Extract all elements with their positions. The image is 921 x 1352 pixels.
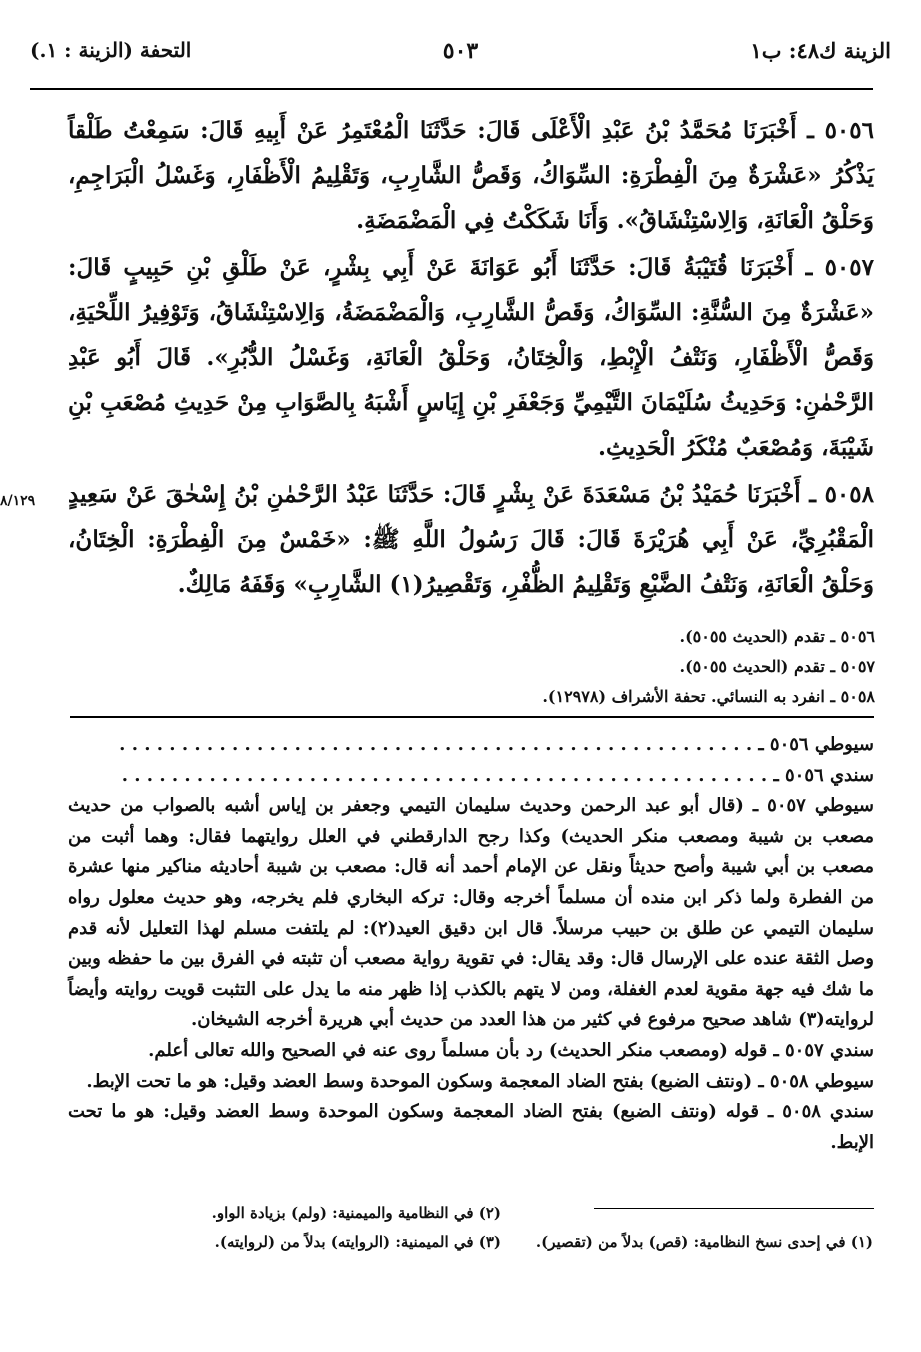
header-book-ref: الزينة ك٤٨: ب١ xyxy=(750,38,891,63)
margin-reference: ٨/١٢٩ xyxy=(0,493,36,509)
commentary xyxy=(68,730,874,1158)
footnote-3: (٣) في الميمنية: (الروايته) بدلاً من (لروايته). xyxy=(214,1233,501,1251)
takhrij-5056: ٥٠٥٦ ـ تقدم (الحديث ٥٠٥٥). xyxy=(679,627,875,646)
page-header xyxy=(30,38,891,78)
hadith-5058: ٥٠٥٨ ـ أَخْبَرَنَا حُمَيْدُ بْنُ مَسْعَدَةَ عَنْ بِشْرٍ قَالَ: حَدَّثَنَا عَبْدُ الرَّحْمٰنِ بْنُ إِسْحٰقَ عَنْ سَعِيدٍ الْمَقْبُرِيِّ، عَنْ أَبِي هُرَيْرَةَ قَالَ: قَالَ رَسُولُ اللَّهِ ﷺ: «خَمْسٌ مِنَ الْفِطْرَةِ: الْخِتَانُ، وَحَلْقُ الْعَانَةِ، وَنَتْفُ الضَّبْعِ وَتَقْلِيمُ الظُّفْرِ، وَتَقْصِيرُ(١) الشَّارِبِ» وَقَفَهُ مَالِكٌ. xyxy=(68,481,874,598)
sindi-5057: سندي ٥٠٥٧ ـ قوله (ومصعب منكر الحديث) رد بأن مسلماً روى عنه في الصحيح والله تعالى أعلم. xyxy=(148,1039,874,1061)
header-tuhfa-ref: التحفة (الزينة : ١.) xyxy=(30,38,192,62)
suyuti-5057: سيوطي ٥٠٥٧ ـ (قال أبو عبد الرحمن وحديث سليمان التيمي وجعفر بن إياس أشبه بالصواب من حديث مصعب بن شيبة ومصعب منكر الحديث) وكذا رجح الدارقطني في العلل روايتهما فقال: وهما أثبت من مصعب بن أبي شيبة وأصح حديثاً ونقل عن الإمام أحمد أنه قال: مصعب بن شيبة أحاديثه مناكير منها عشرة من الفطرة ولما ذكر ابن منده أن مسلماً أخرجه وقال: تركه البخاري فلم يخرجه، وهو حديث معلول رواه سليمان التيمي عن طلق بن حبيب مرسلاً. قال ابن دقيق العيد(٢): لم يلتفت مسلم لهذا التعليل لأنه قدم وصل الثقة عنده على الإرسال قال: وقد يقال: في تقوية رواية مصعب أن تثبته في الفرق بين ما حفظه وبين ما شك فيه جهة مقوية لعدم الغفلة، ومن لا يتهم بالكذب إذا ظهر منه ما يدل على التثبت قويت روايته وأيضاً لروايته(٣) شاهد صحيح مرفوع في كثير من هذا العدد من حديث أبي هريرة أخرجه الشيخان. xyxy=(68,795,875,1031)
hadith-5056: ٥٠٥٦ ـ أَخْبَرَنَا مُحَمَّدُ بْنُ عَبْدِ الْأَعْلَى قَالَ: حَدَّثَنَا الْمُعْتَمِرُ عَنْ أَبِيهِ قَالَ: سَمِعْتُ طَلْقاً يَذْكُرُ «عَشْرَةٌ مِنَ الْفِطْرَةِ: السِّوَاكُ، وَقَصُّ الشَّارِبِ، وَتَقْلِيمُ الْأَظْفَارِ، وَغَسْلُ الْبَرَاجِمِ، وَحَلْقُ الْعَانَةِ، وَالِاسْتِنْشَاقُ». وَأَنَا شَكَكْتُ فِي الْمَضْمَضَةِ. xyxy=(68,117,874,234)
header-rule xyxy=(30,88,873,90)
suyuti-5058: سيوطي ٥٠٥٨ ـ (ونتف الضبع) بفتح الضاد المعجمة وسكون الموحدة وسط العضد وقيل: هو ما تحت الإبط. xyxy=(86,1070,874,1092)
footnote-rule xyxy=(594,1208,874,1209)
suyuti-5056: سيوطي ٥٠٥٦ ـ . . . . . . . . . . . . . . . . . . . . . . . . . . . . . . . . . . . . . . . . . . . . . . . . . . . xyxy=(119,734,874,755)
takhrij-5058: ٥٠٥٨ ـ انفرد به النسائي. تحفة الأشراف (١٢٩٧٨). xyxy=(542,687,875,706)
page-number: ٥٠٣ xyxy=(442,38,479,64)
commentary-rule xyxy=(70,716,874,718)
hadith-5057: ٥٠٥٧ ـ أَخْبَرَنَا قُتَيْبَةُ قَالَ: حَدَّثَنَا أَبُو عَوَانَةَ عَنْ أَبِي بِشْرٍ، عَنْ طَلْقِ بْنِ حَبِيبٍ قَالَ: «عَشْرَةٌ مِنَ السُّنَّةِ: السِّوَاكُ، وَقَصُّ الشَّارِبِ، وَالْمَضْمَضَةُ، وَالِاسْتِنْشَاقُ، وَتَوْفِيرُ اللِّحْيَةِ، وَقَصُّ الْأَظْفَارِ، وَنَتْفُ الْإِبْطِ، وَالْخِتَانُ، وَحَلْقُ الْعَانَةِ، وَغَسْلُ الدُّبُرِ». قَالَ أَبُو عَبْدِ الرَّحْمٰنِ: وَحَدِيثُ سُلَيْمَانَ التَّيْمِيِّ وَجَعْفَرِ بْنِ إِيَاسٍ أَشْبَهُ بِالصَّوَابِ مِنْ حَدِيثِ مُصْعَبِ بْنِ شَيْبَةَ، وَمُصْعَبٌ مُنْكَرُ الْحَدِيثِ. xyxy=(68,254,874,461)
footnote-1: (١) في إحدى نسخ النظامية: (قص) بدلاً من (تقصير). xyxy=(535,1233,873,1251)
hadith-text xyxy=(68,108,874,609)
sindi-5056: سندي ٥٠٥٦ ـ . . . . . . . . . . . . . . . . . . . . . . . . . . . . . . . . . . . . . . . . . . . . . . . . . . . . xyxy=(121,764,874,786)
sindi-5058: سندي ٥٠٥٨ ـ قوله (ونتف الضبع) بفتح الضاد المعجمة وسكون الموحدة وسط العضد وقيل: هو ما تحت الإبط. xyxy=(68,1101,874,1153)
takhrij-notes xyxy=(480,622,875,712)
footnote-2: (٢) في النظامية والميمنية: (ولم) بزيادة الواو. xyxy=(211,1204,501,1222)
takhrij-5057: ٥٠٥٧ ـ تقدم (الحديث ٥٠٥٥). xyxy=(679,657,875,676)
